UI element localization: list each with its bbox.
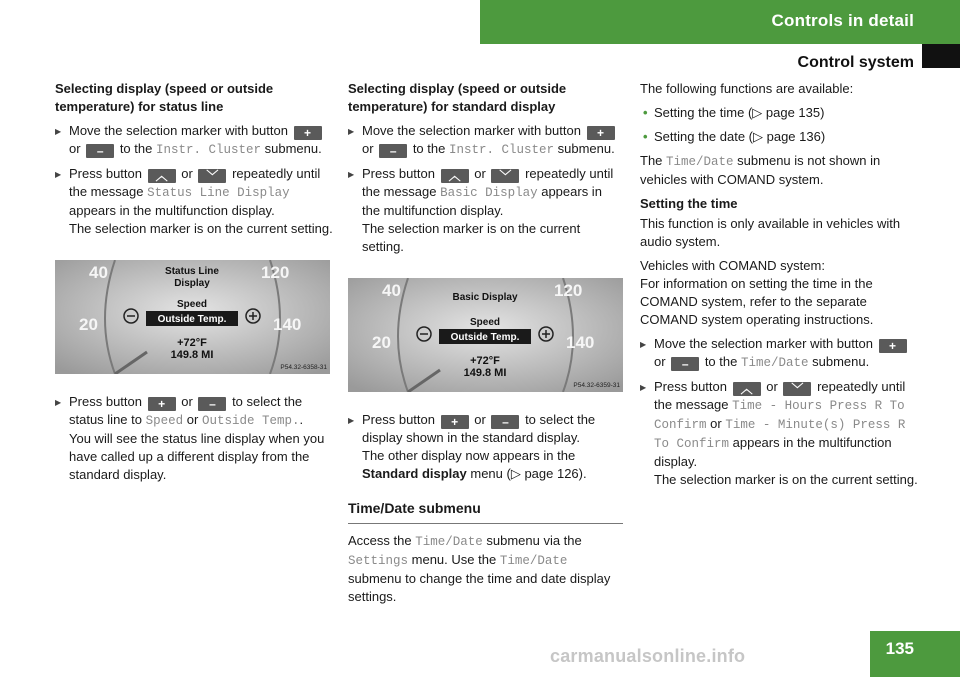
bullet-item: • Setting the time (▷ page 135) xyxy=(640,104,918,122)
image-reference: P54.32-6359-31 xyxy=(573,382,620,389)
step-text: submenu. xyxy=(812,354,870,369)
page-reference: menu (▷ page 126). xyxy=(470,466,587,481)
step-2 xyxy=(348,165,623,256)
display-title: Display xyxy=(174,278,210,289)
temperature-readout: +72°F xyxy=(470,355,500,367)
chapter-header xyxy=(480,0,960,44)
step-text: submenu. xyxy=(264,141,322,156)
minus-button-icon: – xyxy=(491,415,519,429)
step-text: Press button xyxy=(362,412,435,427)
step-2 xyxy=(640,378,918,489)
display-item: Speed xyxy=(469,317,501,328)
instrument-cluster-image-status-line xyxy=(55,260,330,374)
step-1 xyxy=(55,122,333,159)
menu-name-bold: Standard display xyxy=(362,466,467,481)
page-number: 135 xyxy=(885,639,914,658)
gauge-tick-label: 140 xyxy=(273,315,302,334)
minus-button-icon: – xyxy=(86,144,114,158)
step-text: appears in the multifunction display. xyxy=(654,435,892,469)
column-2 xyxy=(348,80,623,612)
menu-name: Instr. Cluster xyxy=(155,143,261,157)
or-text: or xyxy=(474,412,486,427)
step-3 xyxy=(348,411,623,483)
step-text: to the xyxy=(119,141,153,156)
minus-button-icon: – xyxy=(198,397,226,411)
step-text: Press button xyxy=(654,379,727,394)
gauge-tick-label: 120 xyxy=(261,263,290,282)
gauge-tick-label: 140 xyxy=(566,333,595,352)
option-value: Speed xyxy=(145,414,184,428)
or-text: or xyxy=(474,166,486,181)
plus-button-icon: + xyxy=(148,397,176,411)
step-3 xyxy=(55,393,333,484)
step-note: You will see the status line display when you have called up a different display from the standard display. xyxy=(69,431,325,482)
paragraph-comand-info xyxy=(640,257,918,329)
paragraph-time-date xyxy=(348,532,623,606)
gauge-tick-label: 40 xyxy=(89,263,108,282)
menu-name: Settings xyxy=(348,554,409,568)
plus-button-icon: + xyxy=(587,126,615,140)
step-1 xyxy=(640,335,918,372)
step-text: Move the selection marker with button xyxy=(362,123,581,138)
up-button-icon: ︿ xyxy=(148,169,176,183)
or-text: or xyxy=(186,412,199,427)
paragraph-comand-note xyxy=(640,152,918,189)
plus-button-icon: + xyxy=(441,415,469,429)
para-text: submenu is not shown in vehicles with COMAND system. xyxy=(640,153,881,187)
step-text: Press button xyxy=(69,394,142,409)
para-text: For information on setting the time in the COMAND system, refer to the separate COMAND system operating instructions. xyxy=(640,276,874,327)
or-text: or xyxy=(181,394,193,409)
step-text: Move the selection marker with button xyxy=(654,336,873,351)
instrument-cluster-image-basic-display xyxy=(348,278,623,392)
display-message: Time - Minute(s) Press R To Confirm xyxy=(654,418,906,451)
step-2 xyxy=(55,165,333,238)
step-text: repeatedly until the message xyxy=(362,166,614,199)
display-message: Time - Hours Press R To Confirm xyxy=(654,399,905,432)
or-text: or xyxy=(654,354,666,369)
down-button-icon: ﹀ xyxy=(783,382,811,396)
para-text: Vehicles with COMAND system: xyxy=(640,258,825,273)
step-text: appears in the multifunction display. xyxy=(69,203,275,218)
gauge-tick-label: 120 xyxy=(554,281,583,300)
up-button-icon: ︿ xyxy=(441,169,469,183)
section-heading-time-date: Time/Date submenu xyxy=(348,499,623,524)
para-text: submenu to change the time and date display settings. xyxy=(348,571,611,604)
step-text: repeatedly until the message xyxy=(654,379,906,412)
para-text: Access the xyxy=(348,533,412,548)
temperature-readout: +72°F xyxy=(177,337,207,349)
para-text: The xyxy=(640,153,663,168)
step-text: repeatedly until the message xyxy=(69,166,321,199)
display-item-selected: Outside Temp. xyxy=(157,314,227,325)
menu-name: Instr. Cluster xyxy=(448,143,554,157)
display-title: Basic Display xyxy=(452,292,518,303)
display-item-selected: Outside Temp. xyxy=(450,332,520,343)
up-button-icon: ︿ xyxy=(733,382,761,396)
section-title: Control system xyxy=(797,54,914,71)
heading-setting-time: Setting the time xyxy=(640,196,738,211)
column-1 xyxy=(55,80,333,490)
para-text: submenu via the xyxy=(486,533,582,548)
gauge-tick-label: 20 xyxy=(79,315,98,334)
functions-intro: The following functions are available: xyxy=(640,81,854,96)
paragraph-audio-only: This function is only available in vehicles with audio system. xyxy=(640,216,901,249)
step-text: Press button xyxy=(362,166,435,181)
step-note: The other display now appears in the xyxy=(362,448,576,463)
menu-name: Time/Date xyxy=(740,356,809,370)
or-text: or xyxy=(181,166,193,181)
step-text: appears in the multifunction display. xyxy=(362,184,602,218)
plus-button-icon: + xyxy=(879,339,907,353)
heading-status-line: Selecting display (speed or outside temperature) for status line xyxy=(55,81,274,114)
down-button-icon: ﹀ xyxy=(491,169,519,183)
display-item: Speed xyxy=(176,299,208,310)
minus-button-icon: – xyxy=(379,144,407,158)
odometer-readout: 149.8 MI xyxy=(463,367,507,379)
section-marker xyxy=(922,44,960,68)
watermark: carmanualsonline.info xyxy=(550,646,746,666)
plus-button-icon: + xyxy=(294,126,322,140)
para-text: menu. Use the xyxy=(411,552,497,567)
gauge-tick-label: 20 xyxy=(372,333,391,352)
step-note: The selection marker is on the current setting. xyxy=(654,472,918,487)
step-text: Press button xyxy=(69,166,142,181)
gauge-tick-label: 40 xyxy=(382,281,401,300)
image-reference: P54.32-6358-31 xyxy=(280,364,327,371)
or-text: or xyxy=(710,416,722,431)
menu-name: Time/Date xyxy=(499,554,568,568)
step-text: to the xyxy=(412,141,446,156)
step-text: to select the display shown in the standard display. xyxy=(362,412,596,445)
step-text: Move the selection marker with button xyxy=(69,123,288,138)
step-text: to select the status line to xyxy=(69,394,303,427)
column-3 xyxy=(640,80,918,495)
down-button-icon: ﹀ xyxy=(198,169,226,183)
display-message: Basic Display xyxy=(440,186,538,200)
menu-name: Time/Date xyxy=(415,535,483,549)
minus-button-icon: – xyxy=(671,357,699,371)
or-text: or xyxy=(766,379,778,394)
punctuation: . xyxy=(299,412,304,427)
chapter-title: Controls in detail xyxy=(771,11,914,30)
page-number-box xyxy=(870,631,960,677)
display-title: Status Line xyxy=(165,266,219,277)
step-text: to the xyxy=(704,354,738,369)
menu-name: Time/Date xyxy=(666,155,734,169)
option-value: Outside Temp. xyxy=(201,414,300,428)
bullet-item: • Setting the date (▷ page 136) xyxy=(640,128,918,146)
heading-standard-display: Selecting display (speed or outside temperature) for standard display xyxy=(348,81,567,114)
step-note: The selection marker is on the current setting. xyxy=(362,221,581,254)
or-text: or xyxy=(69,141,81,156)
odometer-readout: 149.8 MI xyxy=(170,349,214,361)
display-message: Status Line Display xyxy=(147,186,290,200)
step-text: submenu. xyxy=(557,141,615,156)
or-text: or xyxy=(362,141,374,156)
step-note: The selection marker is on the current setting. xyxy=(69,221,333,236)
step-1 xyxy=(348,122,623,159)
